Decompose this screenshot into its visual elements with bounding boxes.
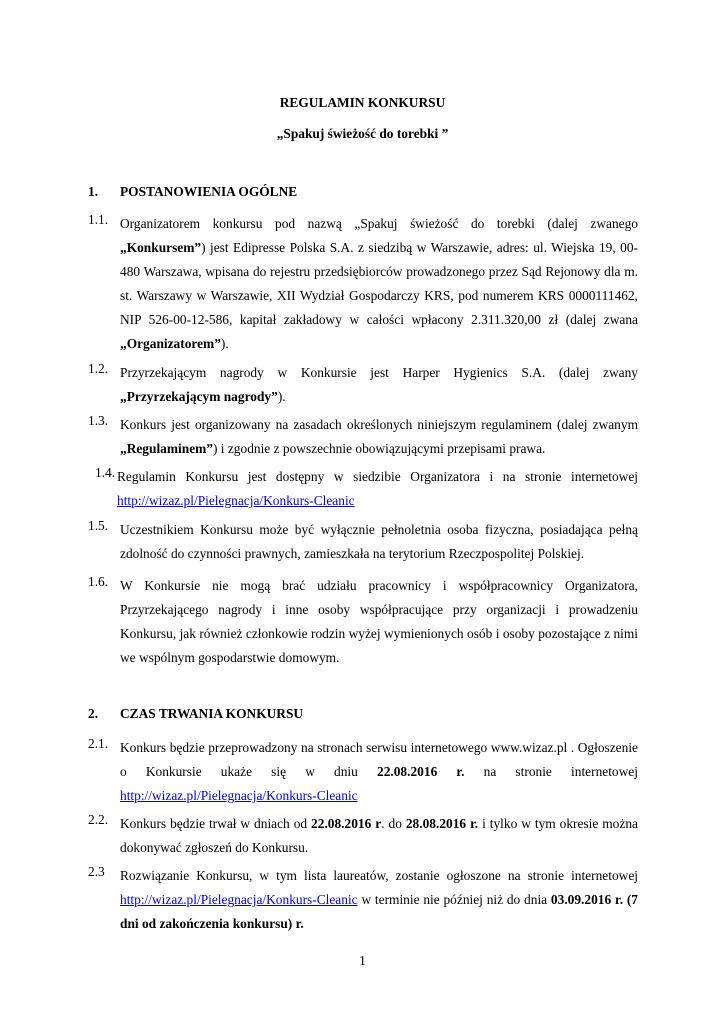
clause-text-part: Organizatorem konkursu pod nazwą „Spakuj świeżość do torebki (dalej zwanego: [120, 216, 638, 231]
section-number: 1.: [88, 184, 99, 199]
clause-text: [120, 212, 638, 356]
clause-text-part: ) jest Edipresse Polska S.A. z siedzibą w Warszawie, adres: ul. Wiejska 19, 00-480 Warszawa, wpisana do rejestru przedsiębiorców prowadzonego przez Sąd Rejonowy dla m. st. Warszawy w Warszawie, XII Wydział Gospodarczy KRS, pod numerem KRS 0000111462, NIP 526-00-12-586, kapitał zakładowy w całości wpłacony 2.311.320,00 zł (dalej zwana: [120, 240, 638, 327]
date-value: 22.08.2016: [377, 764, 438, 779]
date-value: 22.08.2016 r: [311, 816, 382, 831]
clause-number: 1.1.: [88, 212, 109, 227]
clause-text-part: . do: [381, 816, 402, 831]
clause-number: 2.3: [88, 864, 105, 879]
clause-text-part: i tylko w tym okresie można dokonywać zgłoszeń do Konkursu.: [120, 816, 638, 855]
section-title: CZAS TRWANIA KONKURSU: [120, 706, 304, 721]
section-heading-1: [88, 184, 297, 200]
clause-number: 1.3.: [88, 413, 109, 428]
clause-text-part: ) i zgodnie z powszechnie obowiązującymi przepisami prawa.: [212, 441, 546, 456]
clause-text-part: r.: [456, 764, 465, 779]
clause-text-part: ).: [277, 389, 286, 404]
clause-text: [120, 413, 638, 461]
clause-text-part: ).: [220, 336, 229, 351]
clause-text: [120, 736, 638, 808]
section-number: 2.: [88, 706, 99, 721]
clause-text: [120, 864, 638, 936]
document-subtitle: „Spakuj świeżość do torebki ”: [276, 126, 449, 141]
document-title: REGULAMIN KONKURSU: [279, 95, 446, 110]
clause-number: 1.5.: [88, 518, 109, 533]
clause-text-part: Przyrzekającym nagrody w Konkursie jest Harper Hygienics S.A. (dalej zwany: [120, 365, 638, 380]
clause-text: [120, 812, 638, 860]
clause-text-part: Rozwiązanie Konkursu, w tym lista laureatów, zostanie ogłoszone na stronie internetowej: [120, 868, 638, 883]
contest-link[interactable]: http://wizaz.pl/Pielegnacja/Konkurs-Cleanic: [120, 788, 358, 803]
clause-text-part: Regulamin Konkursu jest dostępny w siedzibie Organizatora i na stronie internetowej: [117, 469, 638, 484]
clause-text-part: na stronie internetowej: [483, 764, 638, 779]
section-heading-2: [88, 706, 303, 722]
clause-text-part: r.: [295, 916, 304, 931]
clause-text: [120, 361, 638, 409]
clause-number: 2.1.: [88, 736, 109, 751]
clause-number: 1.6.: [88, 574, 109, 589]
results-link[interactable]: http://wizaz.pl/Pielegnacja/Konkurs-Cleanic: [120, 892, 358, 907]
clause-text: [117, 465, 638, 513]
clause-number: 2.2.: [88, 812, 109, 827]
clause-number: 1.4.: [95, 465, 116, 480]
clause-text-part: Konkurs będzie trwał w dniach od: [120, 816, 308, 831]
date-value: 03.09.2016 r. (7 dni od zakończenia konkursu): [120, 892, 638, 931]
clause-text-part: Konkurs jest organizowany na zasadach określonych niniejszym regulaminem (dalej zwanym: [120, 417, 638, 432]
defined-term: „Konkursem”: [120, 240, 202, 255]
clause-text: Uczestnikiem Konkursu może być wyłącznie pełnoletnia osoba fizyczna, posiadająca pełną zdolność do czynności prawnych, zamieszkała na terytorium Rzeczpospolitej Polskiej.: [120, 522, 638, 561]
defined-term: „Przyrzekającym nagrody”: [120, 389, 278, 404]
clause-text-part: w terminie nie później niż do dnia: [361, 892, 548, 907]
clause-text: W Konkursie nie mogą brać udziału pracownicy i współpracownicy Organizatora, Przyrzekającego nagrody i inne osoby współpracujące przy organizacji i prowadzeniu Konkursu, jak również członkowie rodzin wyżej wymienionych osób i osoby pozostające z nimi we wspólnym gospodarstwie domowym.: [120, 578, 638, 665]
section-title: POSTANOWIENIA OGÓLNE: [120, 184, 298, 199]
clause-text-part: Konkurs będzie przeprowadzony na stronach serwisu internetowego www.wizaz.pl . Ogłoszenie o Konkursie ukaże się w dniu: [120, 740, 638, 779]
regulation-link[interactable]: http://wizaz.pl/Pielegnacja/Konkurs-Cleanic: [117, 493, 355, 508]
defined-term: „Organizatorem”: [120, 336, 221, 351]
defined-term: „Regulaminem”: [120, 441, 213, 456]
page-number: 1: [359, 953, 366, 968]
clause-number: 1.2.: [88, 361, 109, 376]
date-value: 28.08.2016 r.: [405, 816, 479, 831]
